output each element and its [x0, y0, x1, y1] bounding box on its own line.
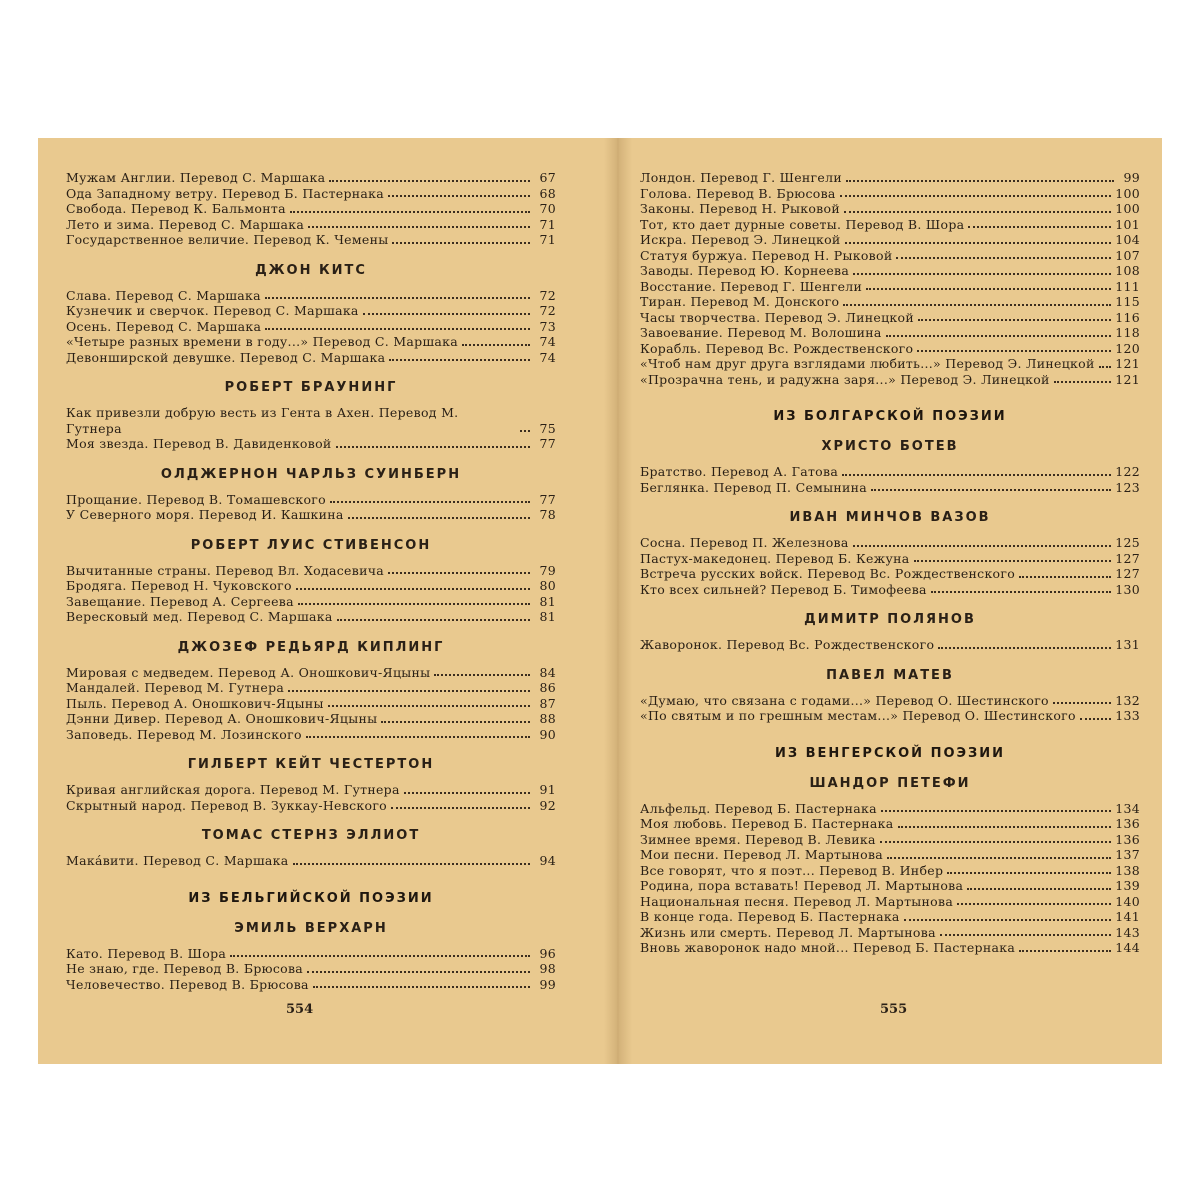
toc-entry-title: Как привезли добрую весть из Гента в Ахен. Перевод М. Гутнера — [66, 405, 459, 436]
dot-leader — [842, 473, 1111, 476]
toc-entry-page: 90 — [539, 726, 556, 742]
toc-entry-page: 78 — [539, 507, 556, 522]
toc-entry-title: Девонширской девушке. Перевод С. Маршака — [66, 349, 386, 365]
dot-leader — [296, 587, 530, 590]
dot-leader — [967, 887, 1111, 890]
toc-entry-group — [66, 665, 556, 743]
dot-leader — [904, 918, 1112, 921]
toc-entry-page: 141 — [1115, 909, 1140, 924]
toc-entry — [66, 303, 556, 319]
toc-entry-title: Тот, кто дает дурные советы. Перевод В. Шора — [640, 216, 965, 232]
toc-entry-title: Беглянка. Перевод П. Семынина — [640, 479, 868, 495]
toc-entry-page: 144 — [1115, 940, 1140, 955]
dot-leader — [404, 791, 530, 794]
dot-leader — [918, 318, 1111, 321]
toc-entry-page: 137 — [1115, 847, 1140, 862]
toc-entry-group — [66, 492, 556, 523]
dot-leader — [298, 602, 530, 605]
toc-entry-group — [640, 170, 1140, 387]
toc-entry — [66, 563, 556, 579]
author-heading: ШАНДОР ПЕТЕФИ — [809, 775, 971, 791]
toc-entry — [640, 535, 1140, 551]
dot-leader — [886, 334, 1112, 337]
toc-entry-group — [640, 693, 1140, 724]
toc-entry-title: У Северного моря. Перевод И. Кашкина — [66, 507, 344, 522]
toc-entry-title: Свобода. Перевод К. Бальмонта — [66, 201, 286, 216]
toc-entry-page: 104 — [1115, 232, 1140, 247]
dot-leader — [880, 840, 1111, 843]
dot-leader — [308, 225, 530, 228]
author-heading: РОБЕРТ ЛУИС СТИВЕНСОН — [190, 537, 432, 553]
toc-entry-title: Мандалей. Перевод М. Гутнера — [66, 680, 285, 695]
dot-leader — [866, 287, 1111, 290]
toc-entry-title: Моя звезда. Перевод В. Давиденковой — [66, 436, 332, 451]
toc-entry — [66, 578, 556, 594]
toc-entry-page: 96 — [539, 945, 556, 961]
toc-entry-page: 87 — [539, 695, 556, 711]
dot-leader — [898, 825, 1112, 828]
toc-entry-group — [640, 535, 1140, 597]
toc-entry-page: 86 — [539, 680, 556, 695]
dot-leader — [307, 970, 530, 973]
author-heading: ДЖОЗЕФ РЕДЬЯРД КИПЛИНГ — [177, 639, 445, 655]
toc-entry — [640, 263, 1140, 279]
toc-entry-page: 125 — [1115, 535, 1140, 550]
dot-leader — [947, 871, 1111, 874]
toc-entry-title: Голова. Перевод В. Брюсова — [640, 185, 836, 201]
toc-entry — [640, 279, 1140, 295]
toc-entry — [640, 232, 1140, 248]
toc-entry-title: Мужам Англии. Перевод С. Маршака — [66, 170, 326, 185]
toc-entry-title: Тиран. Перевод М. Донского — [640, 294, 840, 309]
toc-entry — [640, 832, 1140, 848]
toc-entry-title: Встреча русских войск. Перевод Вс. Рождественского — [640, 566, 1016, 581]
right-page — [632, 138, 1162, 1064]
toc-entry-group — [66, 946, 556, 993]
toc-entry — [640, 925, 1140, 941]
dot-leader — [462, 343, 530, 346]
toc-entry-page: 139 — [1115, 878, 1140, 893]
dot-leader — [328, 704, 530, 707]
book-gutter — [604, 138, 632, 1064]
dot-leader — [846, 179, 1114, 182]
toc-entry-page: 88 — [539, 711, 556, 726]
toc-entry-title: Корабль. Перевод Вс. Рождественского — [640, 340, 914, 356]
dot-leader — [520, 429, 530, 432]
right-page-number: 555 — [880, 1002, 908, 1017]
dot-leader — [938, 646, 1111, 649]
author-heading: ИВАН МИНЧОВ ВАЗОВ — [789, 510, 991, 525]
toc-entry-page: 72 — [539, 303, 556, 318]
toc-entry — [640, 940, 1140, 956]
toc-entry — [66, 961, 556, 977]
toc-entry-title: Вересковый мед. Перевод С. Маршака — [66, 609, 333, 624]
toc-entry-title: «Четыре разных времени в году...» Перевод С. Маршака — [66, 334, 459, 349]
toc-entry-page: 127 — [1115, 550, 1140, 566]
toc-entry — [66, 665, 556, 681]
toc-entry-page: 107 — [1115, 247, 1140, 263]
toc-entry — [66, 217, 556, 233]
toc-entry — [66, 288, 556, 304]
toc-entry-page: 111 — [1115, 278, 1140, 294]
toc-entry-group — [640, 464, 1140, 495]
dot-leader — [330, 500, 530, 503]
author-heading: ТОМАС СТЕРНЗ ЭЛЛИОТ — [201, 828, 421, 843]
toc-entry — [640, 186, 1140, 202]
toc-entry — [66, 170, 556, 186]
toc-entry — [66, 319, 556, 335]
toc-entry-title: Мои песни. Перевод Л. Мартынова — [640, 847, 884, 862]
toc-entry — [640, 341, 1140, 357]
toc-entry-title: Осень. Перевод С. Маршака — [66, 318, 262, 334]
dot-leader — [896, 256, 1111, 259]
toc-entry-title: «По святым и по грешным местам...» Перевод О. Шестинского — [640, 708, 1076, 723]
toc-entry-title: Пастух-македонец. Перевод Б. Кежуна — [640, 550, 910, 566]
toc-entry-title: Лондон. Перевод Г. Шенгели — [640, 170, 842, 185]
toc-entry-title: Вычитанные страны. Перевод Вл. Ходасевича — [66, 562, 385, 578]
toc-entry — [66, 334, 556, 350]
dot-leader — [843, 303, 1111, 306]
dot-leader — [391, 806, 530, 809]
toc-entry — [640, 708, 1140, 724]
dot-leader — [968, 225, 1111, 228]
dot-leader — [388, 194, 530, 197]
toc-entry-title: Ода Западному ветру. Перевод Б. Пастернака — [66, 185, 385, 201]
toc-entry — [640, 909, 1140, 925]
toc-entry-title: Завещание. Перевод А. Сергеева — [66, 593, 294, 609]
toc-entry-title: Государственное величие. Перевод К. Чемены — [66, 232, 389, 247]
toc-entry-page: 99 — [1123, 170, 1140, 185]
toc-entry-title: Зимнее время. Перевод В. Левика — [640, 831, 876, 847]
dot-leader — [290, 210, 530, 213]
toc-entry-title: Заповедь. Перевод М. Лозинского — [66, 726, 302, 742]
dot-leader — [288, 689, 530, 692]
toc-entry-page: 73 — [539, 318, 556, 334]
toc-entry-page: 75 — [539, 420, 556, 436]
toc-entry — [640, 894, 1140, 910]
section-heading: ИЗ ВЕНГЕРСКОЙ ПОЭЗИИ — [774, 745, 1006, 761]
toc-entry-title: Братство. Перевод А. Гатова — [640, 464, 839, 479]
author-heading: ПАВЕЛ МАТЕВ — [826, 667, 954, 683]
toc-entry — [66, 946, 556, 962]
toc-entry-page: 136 — [1115, 816, 1140, 831]
toc-entry-title: Кто всех сильней? Перевод Б. Тимофеева — [640, 581, 927, 597]
toc-entry-page: 81 — [539, 593, 556, 609]
author-heading: ГИЛБЕРТ КЕЙТ ЧЕСТЕРТОН — [187, 757, 435, 772]
toc-entry — [66, 201, 556, 217]
toc-entry-title: Мировая с медведем. Перевод А. Оношкович-Яцыны — [66, 664, 431, 680]
toc-entry-title: Макáвити. Перевод С. Маршака — [66, 853, 289, 868]
toc-entry — [66, 492, 556, 508]
dot-leader — [1099, 365, 1112, 368]
toc-entry — [66, 711, 556, 727]
left-page — [38, 138, 604, 1064]
dot-leader — [957, 902, 1111, 905]
toc-entry-title: Слава. Перевод С. Маршака — [66, 287, 261, 303]
toc-entry-page: 99 — [539, 976, 556, 992]
toc-entry-title: Родина, пора вставать! Перевод Л. Мартынова — [640, 878, 964, 893]
left-page-number: 554 — [286, 1002, 314, 1017]
toc-entry-page: 127 — [1115, 566, 1140, 581]
dot-leader — [265, 327, 530, 330]
toc-entry — [640, 480, 1140, 496]
toc-entry — [640, 693, 1140, 709]
toc-entry-page: 115 — [1115, 294, 1140, 309]
toc-entry-group — [640, 637, 1140, 653]
dot-leader — [313, 985, 530, 988]
toc-entry — [66, 727, 556, 743]
dot-leader — [1080, 717, 1111, 720]
left-toc — [66, 170, 556, 992]
toc-entry-title: Сосна. Перевод П. Железнова — [640, 535, 849, 550]
toc-entry-page: 140 — [1115, 893, 1140, 909]
toc-entry-page: 131 — [1115, 637, 1140, 652]
toc-entry-page: 79 — [539, 562, 556, 578]
toc-entry-title: Законы. Перевод Н. Рыковой — [640, 201, 840, 216]
toc-entry — [66, 507, 556, 523]
toc-entry-page: 72 — [539, 287, 556, 303]
dot-leader — [940, 933, 1111, 936]
toc-entry — [66, 186, 556, 202]
toc-entry — [640, 325, 1140, 341]
dot-leader — [917, 349, 1111, 352]
toc-entry — [66, 609, 556, 625]
toc-entry-page: 71 — [539, 232, 556, 247]
right-toc — [640, 170, 1140, 956]
dot-leader — [363, 312, 530, 315]
dot-leader — [293, 862, 530, 865]
toc-entry-page: 134 — [1115, 800, 1140, 816]
dot-leader — [887, 856, 1111, 859]
toc-entry-title: Жизнь или смерть. Перевод Л. Мартынова — [640, 924, 936, 940]
toc-entry — [66, 853, 556, 869]
toc-entry-title: «Думаю, что связана с годами...» Перевод О. Шестинского — [640, 692, 1049, 708]
author-heading: ДИМИТР ПОЛЯНОВ — [804, 612, 976, 627]
toc-entry — [640, 878, 1140, 894]
toc-entry-page: 130 — [1115, 581, 1140, 597]
toc-entry-title: В конце года. Перевод Б. Пастернака — [640, 909, 900, 924]
toc-entry — [640, 310, 1140, 326]
toc-entry — [640, 294, 1140, 310]
toc-entry-page: 108 — [1115, 263, 1140, 278]
toc-entry — [66, 350, 556, 366]
toc-entry-page: 71 — [539, 216, 556, 232]
toc-entry-group — [66, 563, 556, 625]
toc-entry-group — [66, 405, 556, 452]
toc-entry — [640, 170, 1140, 186]
toc-entry-page: 143 — [1115, 924, 1140, 940]
toc-entry-group — [66, 170, 556, 248]
toc-entry — [66, 405, 556, 436]
toc-entry-title: «Чтоб нам друг друга взглядами любить...» Перевод Э. Линецкой — [640, 356, 1095, 371]
dot-leader — [392, 241, 530, 244]
toc-entry-page: 138 — [1115, 862, 1140, 878]
dot-leader — [336, 445, 530, 448]
dot-leader — [845, 241, 1112, 244]
toc-entry-title: Моя любовь. Перевод Б. Пастернака — [640, 816, 894, 831]
dot-leader — [914, 559, 1112, 562]
dot-leader — [1019, 575, 1111, 578]
section-heading: ИЗ БОЛГАРСКОЙ ПОЭЗИИ — [773, 409, 1007, 424]
toc-entry-title: Завоевание. Перевод М. Волошина — [640, 325, 882, 340]
dot-leader — [389, 358, 530, 361]
toc-entry — [640, 582, 1140, 598]
toc-entry-page: 133 — [1115, 708, 1140, 723]
toc-entry-page: 81 — [539, 609, 556, 624]
toc-entry-title: Кривая английская дорога. Перевод М. Гутнера — [66, 782, 400, 797]
toc-entry-title: Заводы. Перевод Ю. Корнеева — [640, 263, 850, 278]
toc-entry-title: «Прозрачна тень, и радужна заря...» Перевод Э. Линецкой — [640, 371, 1050, 387]
toc-entry — [640, 372, 1140, 388]
author-heading: ОЛДЖЕРНОН ЧАРЛЬЗ СУИНБЕРН — [160, 466, 462, 482]
toc-entry-title: Като. Перевод В. Шора — [66, 945, 227, 961]
author-heading: ЭМИЛЬ ВЕРХАРН — [234, 920, 388, 936]
toc-entry-title: Часы творчества. Перевод Э. Линецкой — [640, 309, 914, 325]
toc-entry — [640, 201, 1140, 217]
toc-entry-page: 80 — [539, 578, 556, 593]
section-heading: ИЗ БЕЛЬГИЙСКОЙ ПОЭЗИИ — [188, 890, 434, 906]
toc-entry — [640, 248, 1140, 264]
toc-entry — [66, 696, 556, 712]
toc-entry — [66, 680, 556, 696]
toc-entry-title: Альфельд. Перевод Б. Пастернака — [640, 800, 877, 816]
toc-entry — [640, 566, 1140, 582]
toc-entry-page: 92 — [539, 797, 556, 813]
dot-leader — [329, 179, 530, 182]
toc-entry-page: 100 — [1115, 201, 1140, 216]
dot-leader — [306, 735, 530, 738]
toc-entry — [66, 798, 556, 814]
toc-entry-page: 91 — [539, 782, 556, 797]
author-heading: ДЖОН КИТС — [255, 262, 367, 278]
toc-entry-title: Все говорят, что я поэт... Перевод В. Инбер — [640, 862, 944, 878]
dot-leader — [1054, 380, 1112, 383]
toc-entry-page: 84 — [539, 664, 556, 680]
toc-entry-title: Кузнечик и сверчок. Перевод С. Маршака — [66, 303, 359, 318]
dot-leader — [1053, 701, 1111, 704]
toc-entry-group — [66, 853, 556, 869]
dot-leader — [853, 272, 1111, 275]
toc-entry-page: 136 — [1115, 831, 1140, 847]
author-heading: РОБЕРТ БРАУНИНГ — [224, 380, 398, 395]
dot-leader — [434, 673, 530, 676]
toc-entry-page: 77 — [539, 491, 556, 507]
dot-leader — [853, 544, 1112, 547]
toc-entry-group — [66, 782, 556, 813]
dot-leader — [931, 590, 1111, 593]
toc-entry-page: 94 — [539, 853, 556, 868]
toc-entry-page: 101 — [1115, 216, 1140, 232]
toc-entry-title: Прощание. Перевод В. Томашевского — [66, 491, 326, 507]
toc-entry — [66, 782, 556, 798]
toc-entry — [66, 594, 556, 610]
dot-leader — [337, 618, 530, 621]
dot-leader — [844, 210, 1111, 213]
toc-entry-page: 123 — [1115, 479, 1140, 495]
toc-entry-title: Дэнни Дивер. Перевод А. Оношкович-Яцыны — [66, 711, 378, 726]
toc-entry — [640, 464, 1140, 480]
toc-entry — [640, 356, 1140, 372]
dot-leader — [871, 488, 1111, 491]
toc-entry — [640, 637, 1140, 653]
dot-leader — [1019, 949, 1111, 952]
toc-entry-page: 116 — [1115, 309, 1140, 325]
toc-entry-page: 67 — [539, 170, 556, 185]
toc-entry-title: Человечество. Перевод В. Брюсова — [66, 976, 309, 992]
toc-entry-page: 68 — [539, 185, 556, 201]
toc-entry-page: 120 — [1115, 340, 1140, 356]
toc-entry-page: 70 — [539, 201, 556, 216]
toc-entry-page: 122 — [1115, 464, 1140, 479]
toc-entry-page: 74 — [539, 334, 556, 349]
toc-entry-title: Восстание. Перевод Г. Шенгели — [640, 278, 863, 294]
toc-entry-page: 98 — [539, 961, 556, 976]
toc-entry-title: Жаворонок. Перевод Вс. Рождественского — [640, 637, 935, 652]
toc-entry — [66, 436, 556, 452]
toc-entry-group — [640, 801, 1140, 956]
toc-entry-title: Вновь жаворонок надо мной... Перевод Б. Пастернака — [640, 940, 1016, 955]
toc-entry-group — [66, 288, 556, 366]
author-heading: ХРИСТО БОТЕВ — [821, 439, 959, 454]
dot-leader — [881, 809, 1111, 812]
toc-entry-title: Не знаю, где. Перевод В. Брюсова — [66, 961, 304, 976]
toc-entry-title: Лето и зима. Перевод С. Маршака — [66, 216, 305, 232]
dot-leader — [348, 516, 530, 519]
dot-leader — [230, 954, 530, 957]
toc-entry-title: Искра. Перевод Э. Линецкой — [640, 232, 841, 247]
toc-entry-page: 77 — [539, 436, 556, 451]
toc-entry — [66, 232, 556, 248]
toc-entry-title: Скрытный народ. Перевод В. Зуккау-Невского — [66, 797, 387, 813]
toc-entry-title: Статуя буржуа. Перевод Н. Рыковой — [640, 247, 893, 263]
book-spread — [38, 138, 1162, 1064]
dot-leader — [840, 194, 1112, 197]
toc-entry-page: 74 — [539, 349, 556, 365]
toc-entry-page: 121 — [1115, 356, 1140, 371]
toc-entry — [640, 816, 1140, 832]
toc-entry-title: Пыль. Перевод А. Оношкович-Яцыны — [66, 695, 324, 711]
toc-entry — [640, 217, 1140, 233]
toc-entry-title: Бродяга. Перевод Н. Чуковского — [66, 578, 292, 593]
dot-leader — [388, 571, 530, 574]
dot-leader — [381, 720, 530, 723]
toc-entry — [640, 847, 1140, 863]
toc-entry-page: 118 — [1115, 325, 1140, 340]
toc-entry — [640, 801, 1140, 817]
toc-entry-page: 132 — [1115, 692, 1140, 708]
toc-entry — [640, 551, 1140, 567]
toc-entry-title: Национальная песня. Перевод Л. Мартынова — [640, 893, 954, 909]
toc-entry-page: 100 — [1115, 185, 1140, 201]
toc-entry — [640, 863, 1140, 879]
toc-entry-page: 121 — [1115, 371, 1140, 387]
dot-leader — [265, 296, 530, 299]
toc-entry — [66, 977, 556, 993]
